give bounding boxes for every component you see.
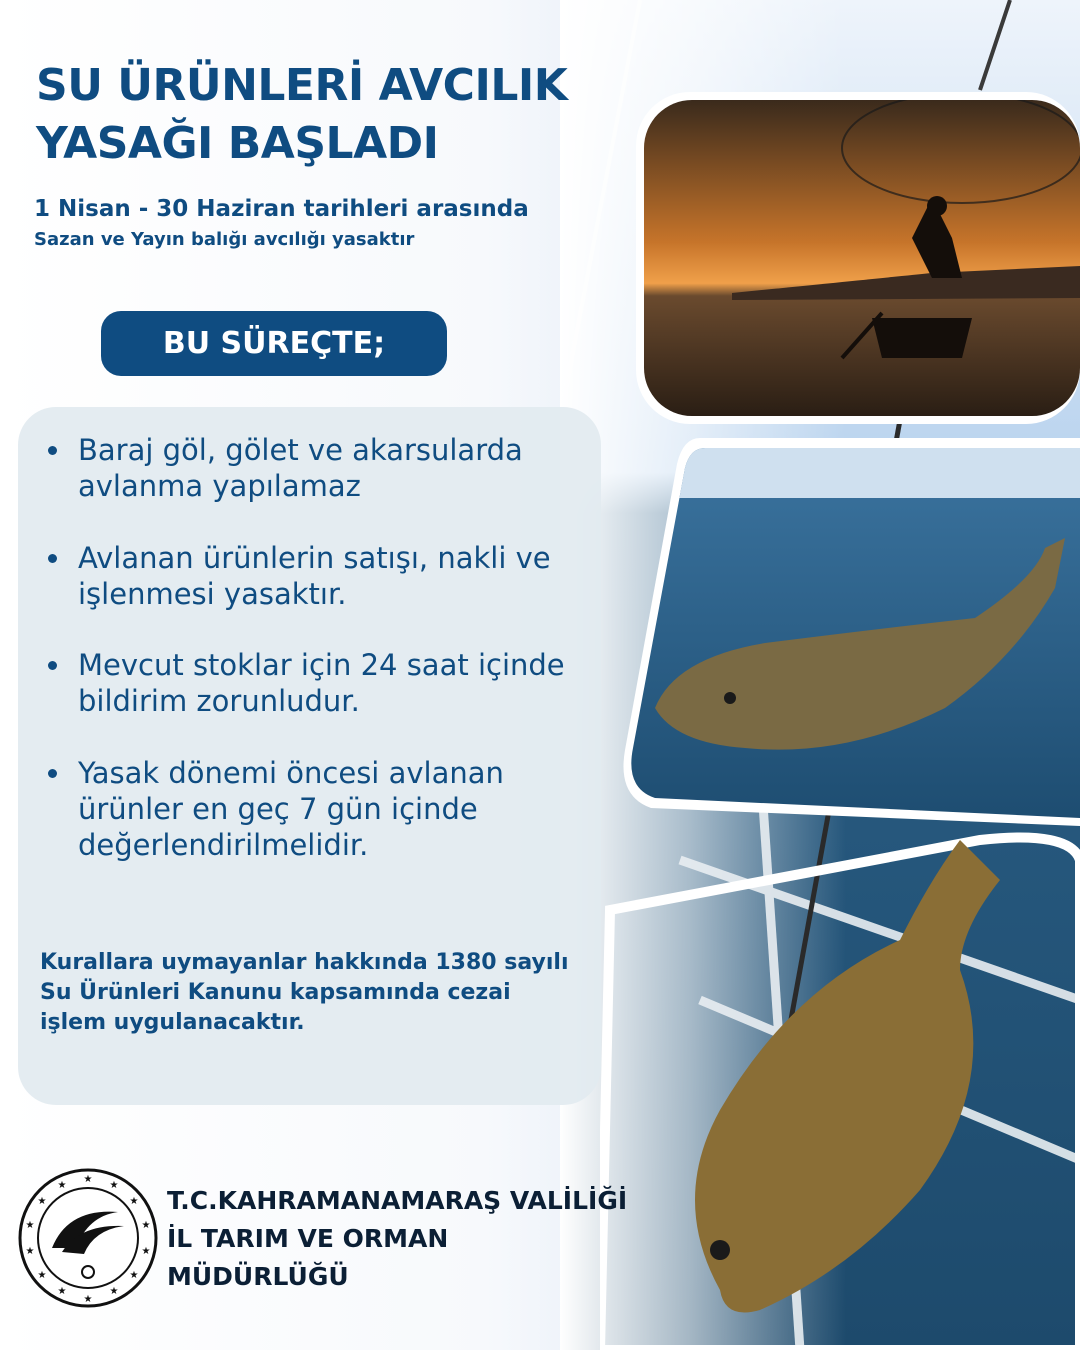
svg-text:★: ★	[37, 1196, 47, 1207]
svg-text:★: ★	[109, 1180, 119, 1191]
date-range-text: 1 Nisan - 30 Haziran tarihleri arasında	[34, 196, 529, 222]
ministry-emblem-icon	[18, 1168, 158, 1308]
catfish-photo	[615, 428, 1080, 828]
rule-text: Mevcut stoklar için 24 saat içinde bildirim zorunludur.	[78, 648, 565, 718]
bullet-icon	[48, 554, 57, 563]
svg-text:★: ★	[129, 1196, 139, 1207]
headline-line-2: YASAĞI BAŞLADI	[36, 118, 439, 169]
rule-item	[48, 540, 578, 612]
org-name-line-2: İL TARIM VE ORMAN	[167, 1224, 449, 1253]
carp-photo	[600, 820, 1080, 1350]
penalty-notice: Kurallara uymayanlar hakkında 1380 sayılı Su Ürünleri Kanunu kapsamında cezai işlem uygulanacaktır.	[40, 950, 569, 1035]
org-name-line-3: MÜDÜRLÜĞÜ	[167, 1262, 349, 1291]
svg-text:★: ★	[109, 1286, 119, 1297]
svg-text:★: ★	[25, 1220, 35, 1231]
rule-item	[48, 755, 578, 863]
svg-text:★: ★	[57, 1286, 67, 1297]
org-name-line-1: T.C.KAHRAMANAMARAŞ VALİLİĞİ	[167, 1186, 628, 1215]
svg-text:★: ★	[83, 1174, 93, 1185]
svg-text:★: ★	[141, 1246, 151, 1257]
fisherman-sunset-photo	[632, 88, 1080, 428]
rule-item	[48, 647, 578, 719]
rule-text: Yasak dönemi öncesi avlanan ürünler en geç 7 gün içinde değerlendirilmelidir.	[78, 756, 504, 862]
svg-text:★: ★	[37, 1270, 47, 1281]
bullet-icon	[48, 661, 57, 670]
rule-item	[48, 432, 578, 504]
svg-text:★: ★	[57, 1180, 67, 1191]
svg-text:★: ★	[25, 1246, 35, 1257]
headline-line-1: SU ÜRÜNLERİ AVCILIK	[36, 60, 568, 111]
rule-text: Avlanan ürünlerin satışı, nakli ve işlenmesi yasaktır.	[78, 541, 551, 611]
svg-text:★: ★	[129, 1270, 139, 1281]
species-ban-text: Sazan ve Yayın balığı avcılığı yasaktır	[34, 229, 415, 250]
bullet-icon	[48, 769, 57, 778]
svg-text:★: ★	[141, 1220, 151, 1231]
rule-text: Baraj göl, gölet ve akarsularda avlanma yapılamaz	[78, 433, 523, 503]
section-label-pill: BU SÜREÇTE;	[101, 311, 447, 376]
bullet-icon	[48, 446, 57, 455]
svg-text:★: ★	[83, 1294, 93, 1305]
